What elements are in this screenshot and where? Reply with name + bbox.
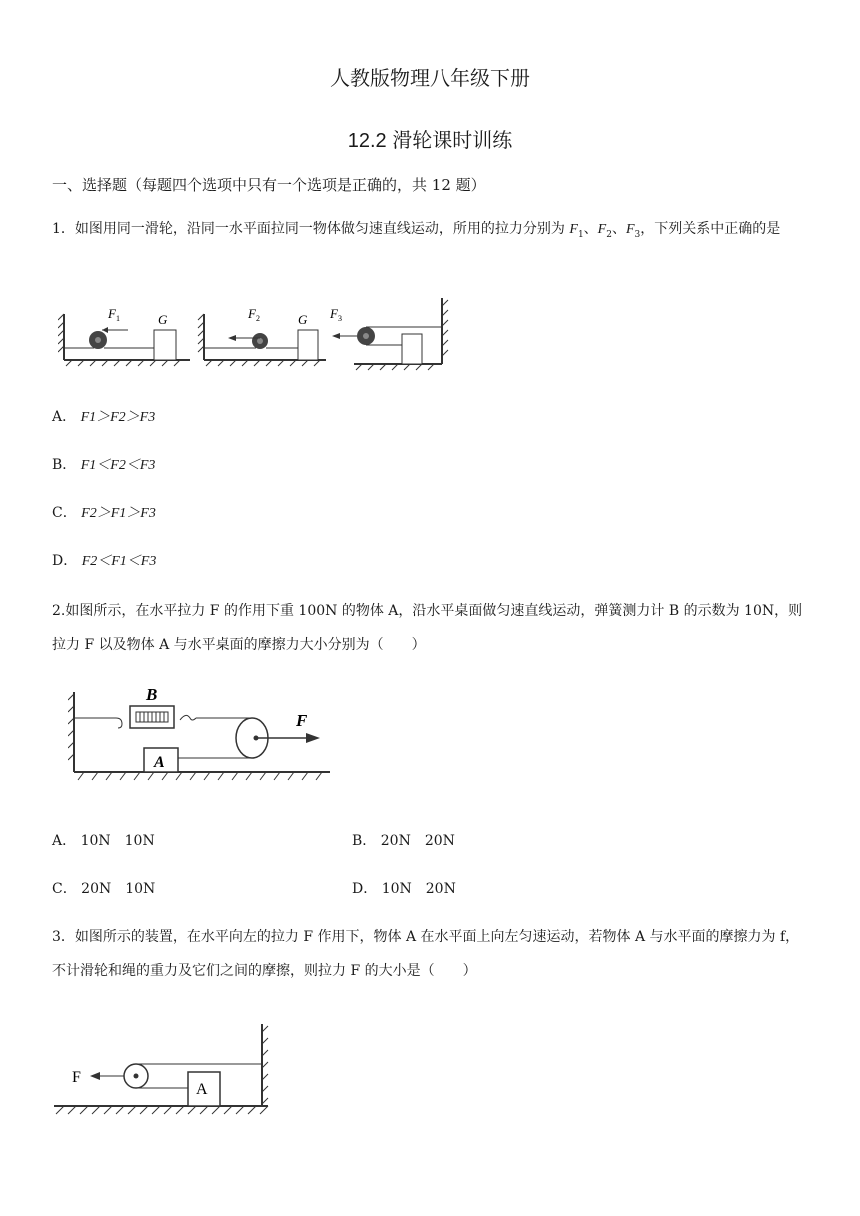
option-key: C．: [52, 505, 77, 521]
q1-figure-c: [329, 298, 448, 370]
option-key: B．: [352, 833, 377, 849]
document-title: 人教版物理八年级下册: [330, 66, 530, 90]
svg-text:1: 1: [116, 314, 120, 323]
svg-text:B: B: [146, 685, 158, 704]
document-subtitle: 12.2 滑轮课时训练: [347, 130, 513, 152]
question-3-figure: [52, 1020, 276, 1120]
svg-text:G: G: [158, 312, 168, 327]
question-2-figure: [68, 680, 332, 788]
option-text: 10N 20N: [381, 881, 456, 897]
svg-text:2: 2: [256, 314, 260, 323]
q1-option-c[interactable]: [52, 502, 156, 522]
option-key: A．: [52, 833, 77, 849]
question-1-text-a: 如图用同一滑轮，沿同一水平面拉同一物体做匀速直线运动，所用的拉力分别为: [74, 221, 570, 237]
svg-text:F: F: [72, 1069, 81, 1086]
q2-option-c[interactable]: [52, 878, 155, 898]
svg-text:F: F: [330, 306, 338, 321]
question-3: [52, 920, 812, 988]
option-text: F2＞F1＞F3: [81, 506, 156, 521]
question-1-number: 1．: [52, 221, 75, 237]
q2-option-b[interactable]: [352, 830, 455, 850]
question-2-number: 2.: [52, 603, 66, 619]
question-3-number: 3．: [52, 929, 75, 945]
option-text: F1＜F2＜F3: [80, 458, 156, 473]
question-1-figure: [58, 296, 450, 376]
option-key: D．: [352, 881, 378, 897]
svg-text:A: A: [154, 754, 165, 771]
svg-text:G: G: [298, 312, 308, 327]
q1-option-a[interactable]: [52, 406, 155, 426]
q1-option-d[interactable]: [52, 550, 156, 570]
question-2-text: 如图所示，在水平拉力 F 的作用下重 100N 的物体 A，沿水平桌面做匀速直线运动，弹簧测力计 B 的示数为 10N，则拉力 F 以及物体 A 与水平桌面的摩擦力大小分别为（ ）: [52, 603, 803, 653]
section-heading: 一、选择题（每题四个选项中只有一个选项是正确的，共 12 题）: [52, 176, 486, 194]
svg-text:F: F: [248, 306, 256, 321]
option-key: C．: [52, 881, 77, 897]
option-text: 10N 10N: [80, 833, 155, 849]
option-text: F1＞F2＞F3: [80, 410, 156, 425]
question-3-text: 如图所示的装置，在水平向左的拉力 F 作用下，物体 A 在水平面上向左匀速运动，若物体 A 与水平面的摩擦力为 f，不计滑轮和绳的重力及它们之间的摩擦，则拉力 F 的大小是（ ）: [52, 929, 800, 979]
option-text: F2＜F1＜F3: [81, 554, 157, 569]
option-key: D．: [52, 553, 78, 569]
q2-option-a[interactable]: [52, 830, 155, 850]
q1-figure-a: [58, 306, 190, 366]
svg-text:F: F: [296, 711, 308, 730]
option-text: 20N 10N: [81, 881, 156, 897]
svg-text:F: F: [108, 306, 116, 321]
option-key: A．: [52, 409, 77, 425]
question-1-text-b: ，下列关系中正确的是: [640, 221, 781, 237]
option-text: 20N 20N: [380, 833, 455, 849]
option-key: B．: [52, 457, 77, 473]
svg-text:A: A: [196, 1081, 208, 1098]
q2-option-d[interactable]: [352, 878, 456, 898]
svg-text:3: 3: [338, 314, 342, 323]
q1-option-b[interactable]: [52, 454, 155, 474]
question-2: [52, 594, 812, 662]
q1-figure-b: [198, 306, 326, 366]
question-1: 1．如图用同一滑轮，沿同一水平面拉同一物体做匀速直线运动，所用的拉力分别为 $F_1$、$F_2$、$F_3$，下列关系中正确的是: [52, 221, 781, 240]
